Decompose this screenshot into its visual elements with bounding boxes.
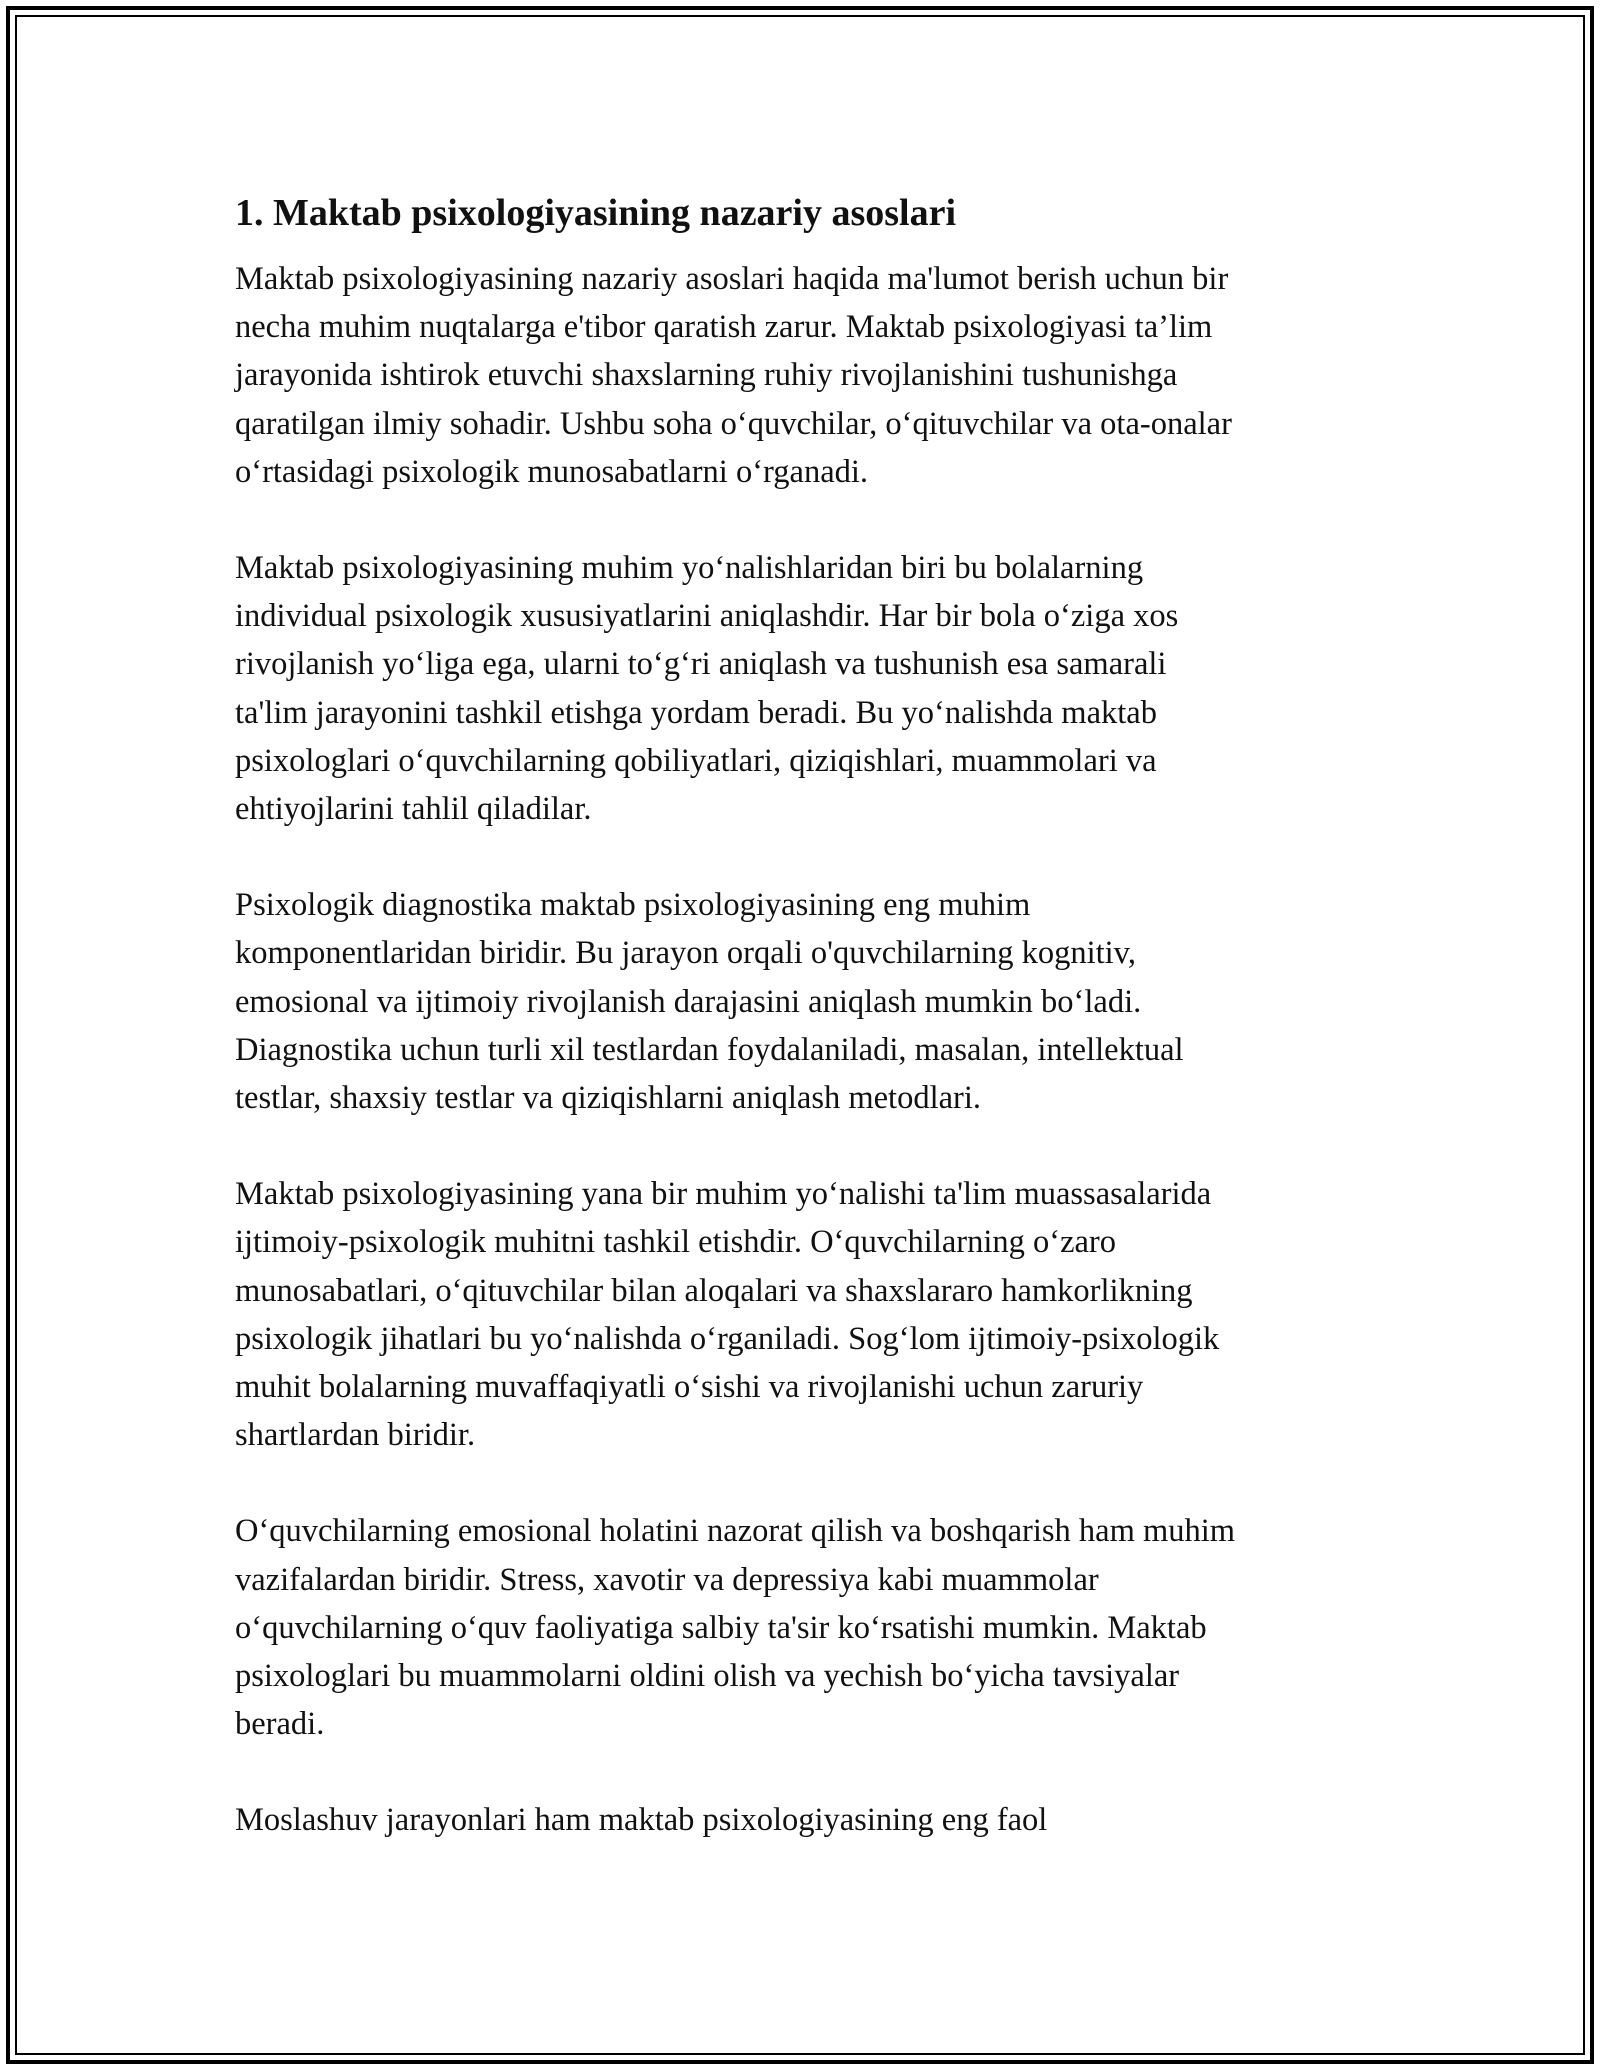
text-line: ijtimoiy-psixologik muhitni tashkil etishdir. O‘quvchilarning o‘zaro <box>235 1224 1117 1261</box>
paragraph <box>235 1507 1370 1748</box>
text-line: testlar, shaxsiy testlar va qiziqishlarni aniqlash metodlari. <box>235 1080 982 1117</box>
paragraph <box>235 544 1370 833</box>
text-line: psixologlari o‘quvchilarning qobiliyatlari, qiziqishlari, muammolari va <box>235 742 1157 779</box>
paragraph <box>235 255 1370 496</box>
text-line: psixologlari bu muammolarni oldini olish va yechish bo‘yicha tavsiyalar <box>235 1658 1180 1695</box>
text-line: munosabatlari, o‘qituvchilar bilan aloqalari va shaxslararo hamkorlikning <box>235 1272 1193 1309</box>
text-line: vazifalardan biridir. Stress, xavotir va depressiya kabi muammolar <box>235 1561 1099 1598</box>
document-body <box>235 188 1370 1893</box>
text-line: individual psixologik xususiyatlarini aniqlashdir. Har bir bola o‘ziga xos <box>235 598 1179 635</box>
text-line: Diagnostika uchun turli xil testlardan foydalaniladi, masalan, intellektual <box>235 1031 1184 1068</box>
text-line: ta'lim jarayonini tashkil etishga yordam beradi. Bu yo‘nalishda maktab <box>235 694 1157 731</box>
text-line: Psixologik diagnostika maktab psixologiyasining eng muhim <box>235 887 1031 924</box>
text-line: Maktab psixologiyasining nazariy asoslari haqida ma'lumot berish uchun bir <box>235 261 1229 297</box>
text-line: komponentlaridan biridir. Bu jarayon orqali o'quvchilarning kognitiv, <box>235 935 1136 972</box>
text-line: psixologik jihatlari bu yo‘nalishda o‘rganiladi. Sog‘lom ijtimoiy-psixologik <box>235 1320 1220 1357</box>
text-line: o‘quvchilarning o‘quv faoliyatiga salbiy ta'sir ko‘rsatishi mumkin. Maktab <box>235 1609 1207 1646</box>
paragraph <box>235 881 1370 1122</box>
text-line: beradi. <box>235 1706 325 1743</box>
text-line: rivojlanish yo‘liga ega, ularni to‘g‘ri aniqlash va tushunish esa samarali <box>235 646 1167 683</box>
paragraph <box>235 1796 1370 1844</box>
text-line: jarayonida ishtirok etuvchi shaxslarning ruhiy rivojlanishini tushunishga <box>235 357 1178 394</box>
text-line: o‘rtasidagi psixologik munosabatlarni o‘rganadi. <box>235 453 869 490</box>
paragraph <box>235 1170 1370 1459</box>
text-line: necha muhim nuqtalarga e'tibor qaratish zarur. Maktab psixologiyasi ta’lim <box>235 309 1213 346</box>
text-line: O‘quvchilarning emosional holatini nazorat qilish va boshqarish ham muhim <box>235 1513 1236 1550</box>
text-line: shartlardan biridir. <box>235 1417 476 1454</box>
text-line: Maktab psixologiyasining muhim yo‘nalishlaridan biri bu bolalarning <box>235 550 1144 587</box>
text-line: qaratilgan ilmiy sohadir. Ushbu soha o‘quvchilar, o‘qituvchilar va ota-onalar <box>235 405 1232 442</box>
text-line: Moslashuv jarayonlari ham maktab psixologiyasining eng faol <box>235 1802 1048 1839</box>
text-line: ehtiyojlarini tahlil qiladilar. <box>235 791 592 828</box>
section-heading: 1. Maktab psixologiyasining nazariy asoslari <box>235 192 957 234</box>
text-line: muhit bolalarning muvaffaqiyatli o‘sishi va rivojlanishi uchun zaruriy <box>235 1369 1144 1406</box>
text-line: Maktab psixologiyasining yana bir muhim yo‘nalishi ta'lim muassasalarida <box>235 1176 1212 1213</box>
text-line: emosional va ijtimoiy rivojlanish darajasini aniqlash mumkin bo‘ladi. <box>235 983 1142 1020</box>
